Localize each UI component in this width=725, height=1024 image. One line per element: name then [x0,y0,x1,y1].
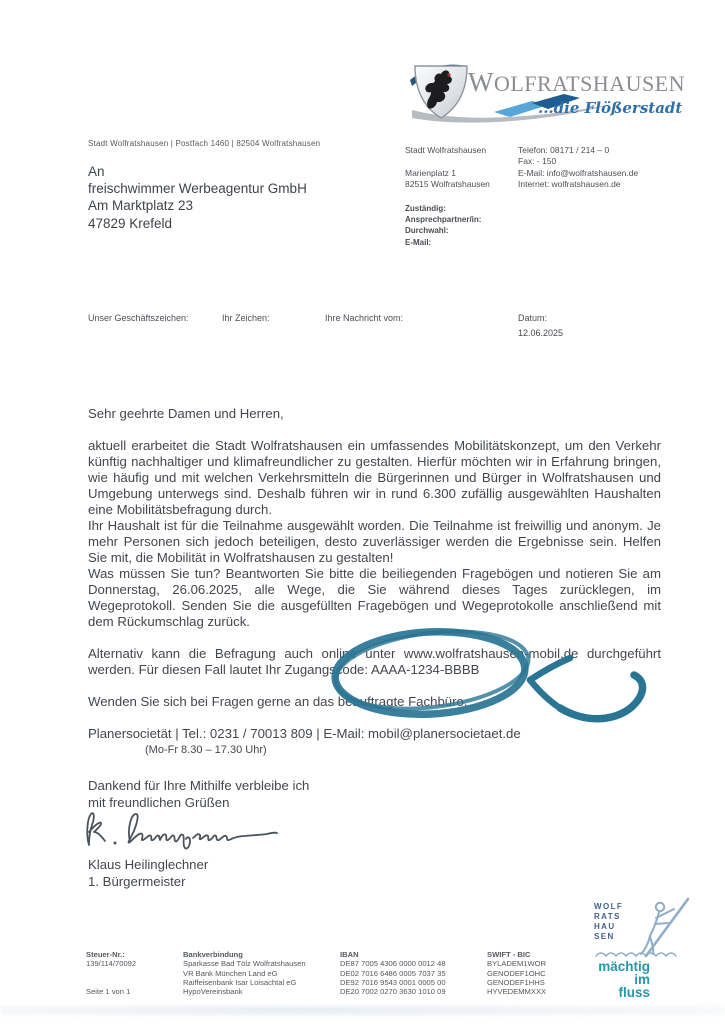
stack-line: SEN [594,932,615,941]
recipient-line: Am Marktplatz 23 [88,198,194,214]
tax-value: 139/114/70092 [86,959,137,969]
letter-body [88,406,661,758]
water-waves-icon [596,953,676,956]
bic-row: GENODEF1HHS [487,978,545,988]
city-wordmark [468,67,685,98]
city-slogan [588,960,650,999]
lion-tongue-icon [447,73,450,76]
signer-title: 1. Bürgermeister [88,873,186,889]
slogan-line: im [634,972,650,987]
iban-row: DE20 7002 0270 3630 1010 09 [340,987,446,997]
recipient-line: An [88,164,105,179]
wordmark-rest: OLFRATSHAUSEN [493,71,686,96]
bic-row: BYLADEM1WOR [487,959,547,969]
sender-return-address: Stadt Wolfratshausen | Postfach 1460 | 82504 Wolfratshausen [88,139,321,148]
signature [80,802,295,857]
signer-block [88,857,208,890]
paragraph-intro: aktuell erarbeitet die Stadt Wolfratshausen ein umfassendes Mobilitätskonzept, um den Verkehr künftig nachhaltiger und klimafreundlicher zu gestalten. Hierfür möchten wir in Erfahrung bringen, wie häufig und mit welchen Verkehrsmitteln die Bürgerinnen und Bürger in Wolfratshausen und Umgebung unterwegs sind. Deshalb führen wir in rund 6.300 zufällig ausgewählten Haushalten eine Mobilitätsbefragung durch. [88,438,661,517]
closing-line: Dankend für Ihre Mithilfe verbleibe ich [88,778,310,793]
bic-row: HYVEDEMMXXX [487,987,547,997]
recipient-address-block [88,163,307,232]
contact-street: Marienplatz 1 [405,167,457,178]
iban-row: DE87 7005 4306 0000 0012 48 [340,959,446,969]
city-tagline: ...die Flößerstadt [538,99,683,117]
stack-line: RATS [594,912,621,921]
tax-label: Steuer-Nr.: [86,950,125,959]
stack-line: HAU [594,922,616,931]
letter-date: 12.06.2025 [518,328,564,338]
slogan-line: mächtig [598,959,650,974]
label-ansprechpartner: Ansprechpartner/in: [405,215,482,225]
label-geschaeftszeichen: Unser Geschäftszeichen: [88,313,189,323]
contact-address-column [405,145,490,190]
label-ihr-zeichen: Ihr Zeichen: [222,313,270,323]
bic-header: SWIFT - BIC [487,950,531,959]
scan-artifact-strip [0,1006,725,1015]
responsible-block [405,203,481,248]
iban-header: IBAN [340,950,359,959]
label-datum: Datum: [518,313,548,323]
bank-row: VR Bank München Land eG [183,968,278,978]
contact-phone: Telefon: 08171 / 214 – 0 [518,145,610,155]
bank-row: Raiffeisenbank Isar Loisachtal eG [183,978,297,988]
closing-line: mit freundlichen Grüßen [88,795,230,810]
iban-row: DE92 7016 9543 0001 0005 00 [340,978,446,988]
contact-comm-column [518,145,638,190]
footer-bank-column [183,950,306,997]
signer-name: Klaus Heilinglechner [88,857,209,872]
salutation: Sehr geehrte Damen und Herren, [88,406,284,421]
recipient-line: freischwimmer Werbeagentur GmbH [88,181,307,197]
paragraph-fachbuero: Wenden Sie sich bei Fragen gerne an das beauftragte Fachbüro. [88,694,468,709]
office-hours: (Mo-Fr 8.30 – 17.30 Uhr) [145,744,267,756]
page-number: Seite 1 von 1 [86,987,131,996]
contact-fax: Fax: - 150 [518,156,557,167]
footer-city-logo [588,896,716,1008]
contact-city: 82515 Wolfratshausen [405,178,490,189]
footer-tax-column [86,950,136,969]
label-zustaendig: Zuständig: [405,204,446,213]
recipient-line: 47829 Krefeld [88,215,173,231]
footer-iban-column [340,950,446,997]
paragraph-anleitung: Was müssen Sie tun? Beantworten Sie bitte die beiliegenden Fragebögen und notieren Sie am Donnerstag, 26.06.2025, alle Wege, die Sie während dieses Tages zurücklegen, im Wegeprotokoll. Senden Sie die ausgefüllten Fragebögen und Wegeprotokolle anschließend mit dem Rückumschlag zurück. [88,566,661,629]
paragraph-online-zugangscode: Alternativ kann die Befragung auch online unter www.wolfratshausen-mobil.de durchgeführt werden. Für diesen Fall lautet Ihr Zugangscode: AAAA-1234-BBBB [88,646,661,677]
wordmark-initial: W [468,67,494,97]
bank-row: HypoVereinsbank [183,987,243,997]
label-email: E-Mail: [405,237,432,247]
city-logo-header [408,58,718,134]
iban-row: DE02 7016 6486 0005 7037 35 [340,968,446,978]
contact-org: Stadt Wolfratshausen [405,145,487,155]
city-name-stack [594,902,623,942]
contact-email: E-Mail: info@wolfratshausen.de [518,167,639,178]
footer-bic-column [487,950,546,997]
bic-row: GENODEF1OHC [487,968,546,978]
bank-row: Sparkasse Bad Tölz Wolfratshausen [183,959,306,969]
label-durchwahl: Durchwahl: [405,226,449,236]
slogan-line: fluss [618,985,650,1000]
contact-internet: Internet: wolfratshausen.de [518,178,621,189]
label-ihre-nachricht: Ihre Nachricht vom: [325,313,404,323]
bank-header: Bankverbindung [183,950,243,959]
stack-line: WOLF [594,902,624,911]
planersocietaet-contact-line: Planersocietät | Tel.: 0231 / 70013 809 | E-Mail: mobil@planersocietaet.de [88,726,521,741]
paragraph-teilnahme: Ihr Haushalt ist für die Teilnahme ausgewählt worden. Die Teilnahme ist freiwillig und anonym. Je mehr Personen sich jedoch beteiligen, desto zuverlässiger werden die Ergebnisse sein. Helfen Sie mit, die Mobilität in Wolfratshausen zu gestalten! [88,518,661,565]
